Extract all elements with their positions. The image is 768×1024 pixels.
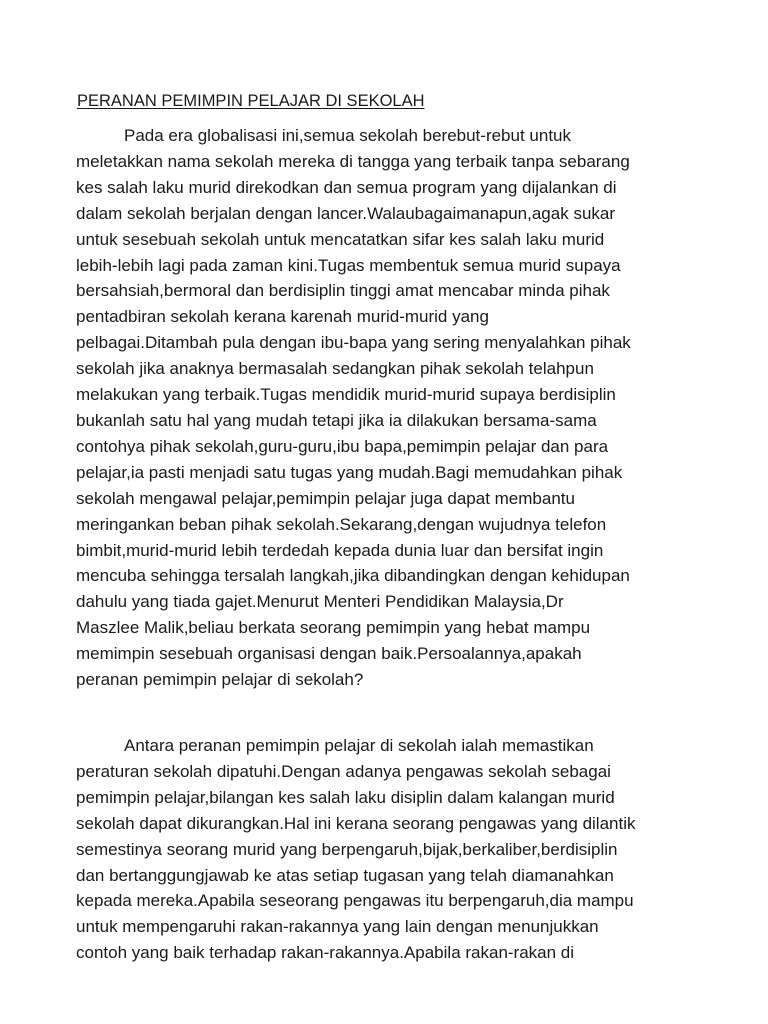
paragraph-line: lebih-lebih lagi pada zaman kini.Tugas membentuk semua murid supaya — [76, 255, 621, 275]
paragraph-line: peranan pemimpin pelajar di sekolah? — [76, 670, 364, 690]
paragraph-line: contoh yang baik terhadap rakan-rakannya.Apabila rakan-rakan di — [76, 943, 575, 963]
paragraph-line: kepada mereka.Apabila seseorang pengawas itu berpengaruh,dia mampu — [76, 891, 634, 911]
paragraph-line: Antara peranan pemimpin pelajar di sekolah ialah memastikan — [124, 736, 594, 755]
paragraph-line: mencuba sehingga tersalah langkah,jika dibandingkan dengan kehidupan — [76, 566, 630, 586]
paragraph-line: Pada era globalisasi ini,semua sekolah berebut-rebut untuk — [124, 126, 571, 145]
paragraph-line: kes salah laku murid direkodkan dan semua program yang dijalankan di — [76, 177, 617, 197]
paragraph-line: meletakkan nama sekolah mereka di tangga yang terbaik tanpa sebarang — [76, 151, 630, 171]
paragraph-line: bersahsiah,bermoral dan berdisiplin tinggi amat mencabar minda pihak — [76, 281, 610, 301]
paragraph-line: pelajar,ia pasti menjadi satu tugas yang mudah.Bagi memudahkan pihak — [76, 462, 623, 482]
paragraph-line: dan bertanggungjawab ke atas setiap tugasan yang telah diamanahkan — [76, 865, 614, 885]
paragraph-line: melakukan yang terbaik.Tugas mendidik murid-murid supaya berdisiplin — [76, 385, 616, 405]
document-title: PERANAN PEMIMPIN PELAJAR DI SEKOLAH — [77, 92, 425, 110]
paragraph-line: pelbagai.Ditambah pula dengan ibu-bapa yang sering menyalahkan pihak — [76, 333, 631, 353]
paragraph-line: peraturan sekolah dipatuhi.Dengan adanya pengawas sekolah sebagai — [76, 761, 611, 781]
paragraph-line: dalam sekolah berjalan dengan lancer.Walaubagaimanapun,agak sukar — [76, 203, 616, 223]
paragraph-body-1 — [76, 733, 635, 966]
paragraph-line: meringankan beban pihak sekolah.Sekarang,dengan wujudnya telefon — [76, 514, 607, 534]
paragraph-line: memimpin sesebuah organisasi dengan baik.Persoalannya,apakah — [76, 644, 582, 664]
paragraph-line: sekolah jika anaknya bermasalah sedangkan pihak sekolah telahpun — [76, 359, 594, 379]
paragraph-line: pemimpin pelajar,bilangan kes salah laku disiplin dalam kalangan murid — [76, 787, 615, 807]
paragraph-line: bimbit,murid-murid lebih terdedah kepada dunia luar dan bersifat ingin — [76, 540, 604, 560]
paragraph-line: semestinya seorang murid yang berpengaruh,bijak,berkaliber,berdisiplin — [76, 839, 618, 859]
paragraph-line: sekolah dapat dikurangkan.Hal ini kerana seorang pengawas yang dilantik — [76, 813, 636, 833]
paragraph-line: bukanlah satu hal yang mudah tetapi jika ia dilakukan bersama-sama — [76, 410, 597, 430]
paragraph-introduction — [76, 123, 631, 693]
paragraph-line: dahulu yang tiada gajet.Menurut Menteri Pendidikan Malaysia,Dr — [76, 592, 564, 612]
paragraph-line: contohya pihak sekolah,guru-guru,ibu bapa,pemimpin pelajar dan para — [76, 436, 609, 456]
paragraph-line: sekolah mengawal pelajar,pemimpin pelajar juga dapat membantu — [76, 488, 575, 508]
paragraph-line: Maszlee Malik,beliau berkata seorang pemimpin yang hebat mampu — [76, 618, 591, 638]
paragraph-line: untuk sesebuah sekolah untuk mencatatkan sifar kes salah laku murid — [76, 229, 605, 249]
paragraph-line: untuk mempengaruhi rakan-rakannya yang lain dengan menunjukkan — [76, 917, 599, 937]
paragraph-line: pentadbiran sekolah kerana karenah murid-murid yang — [76, 307, 489, 327]
